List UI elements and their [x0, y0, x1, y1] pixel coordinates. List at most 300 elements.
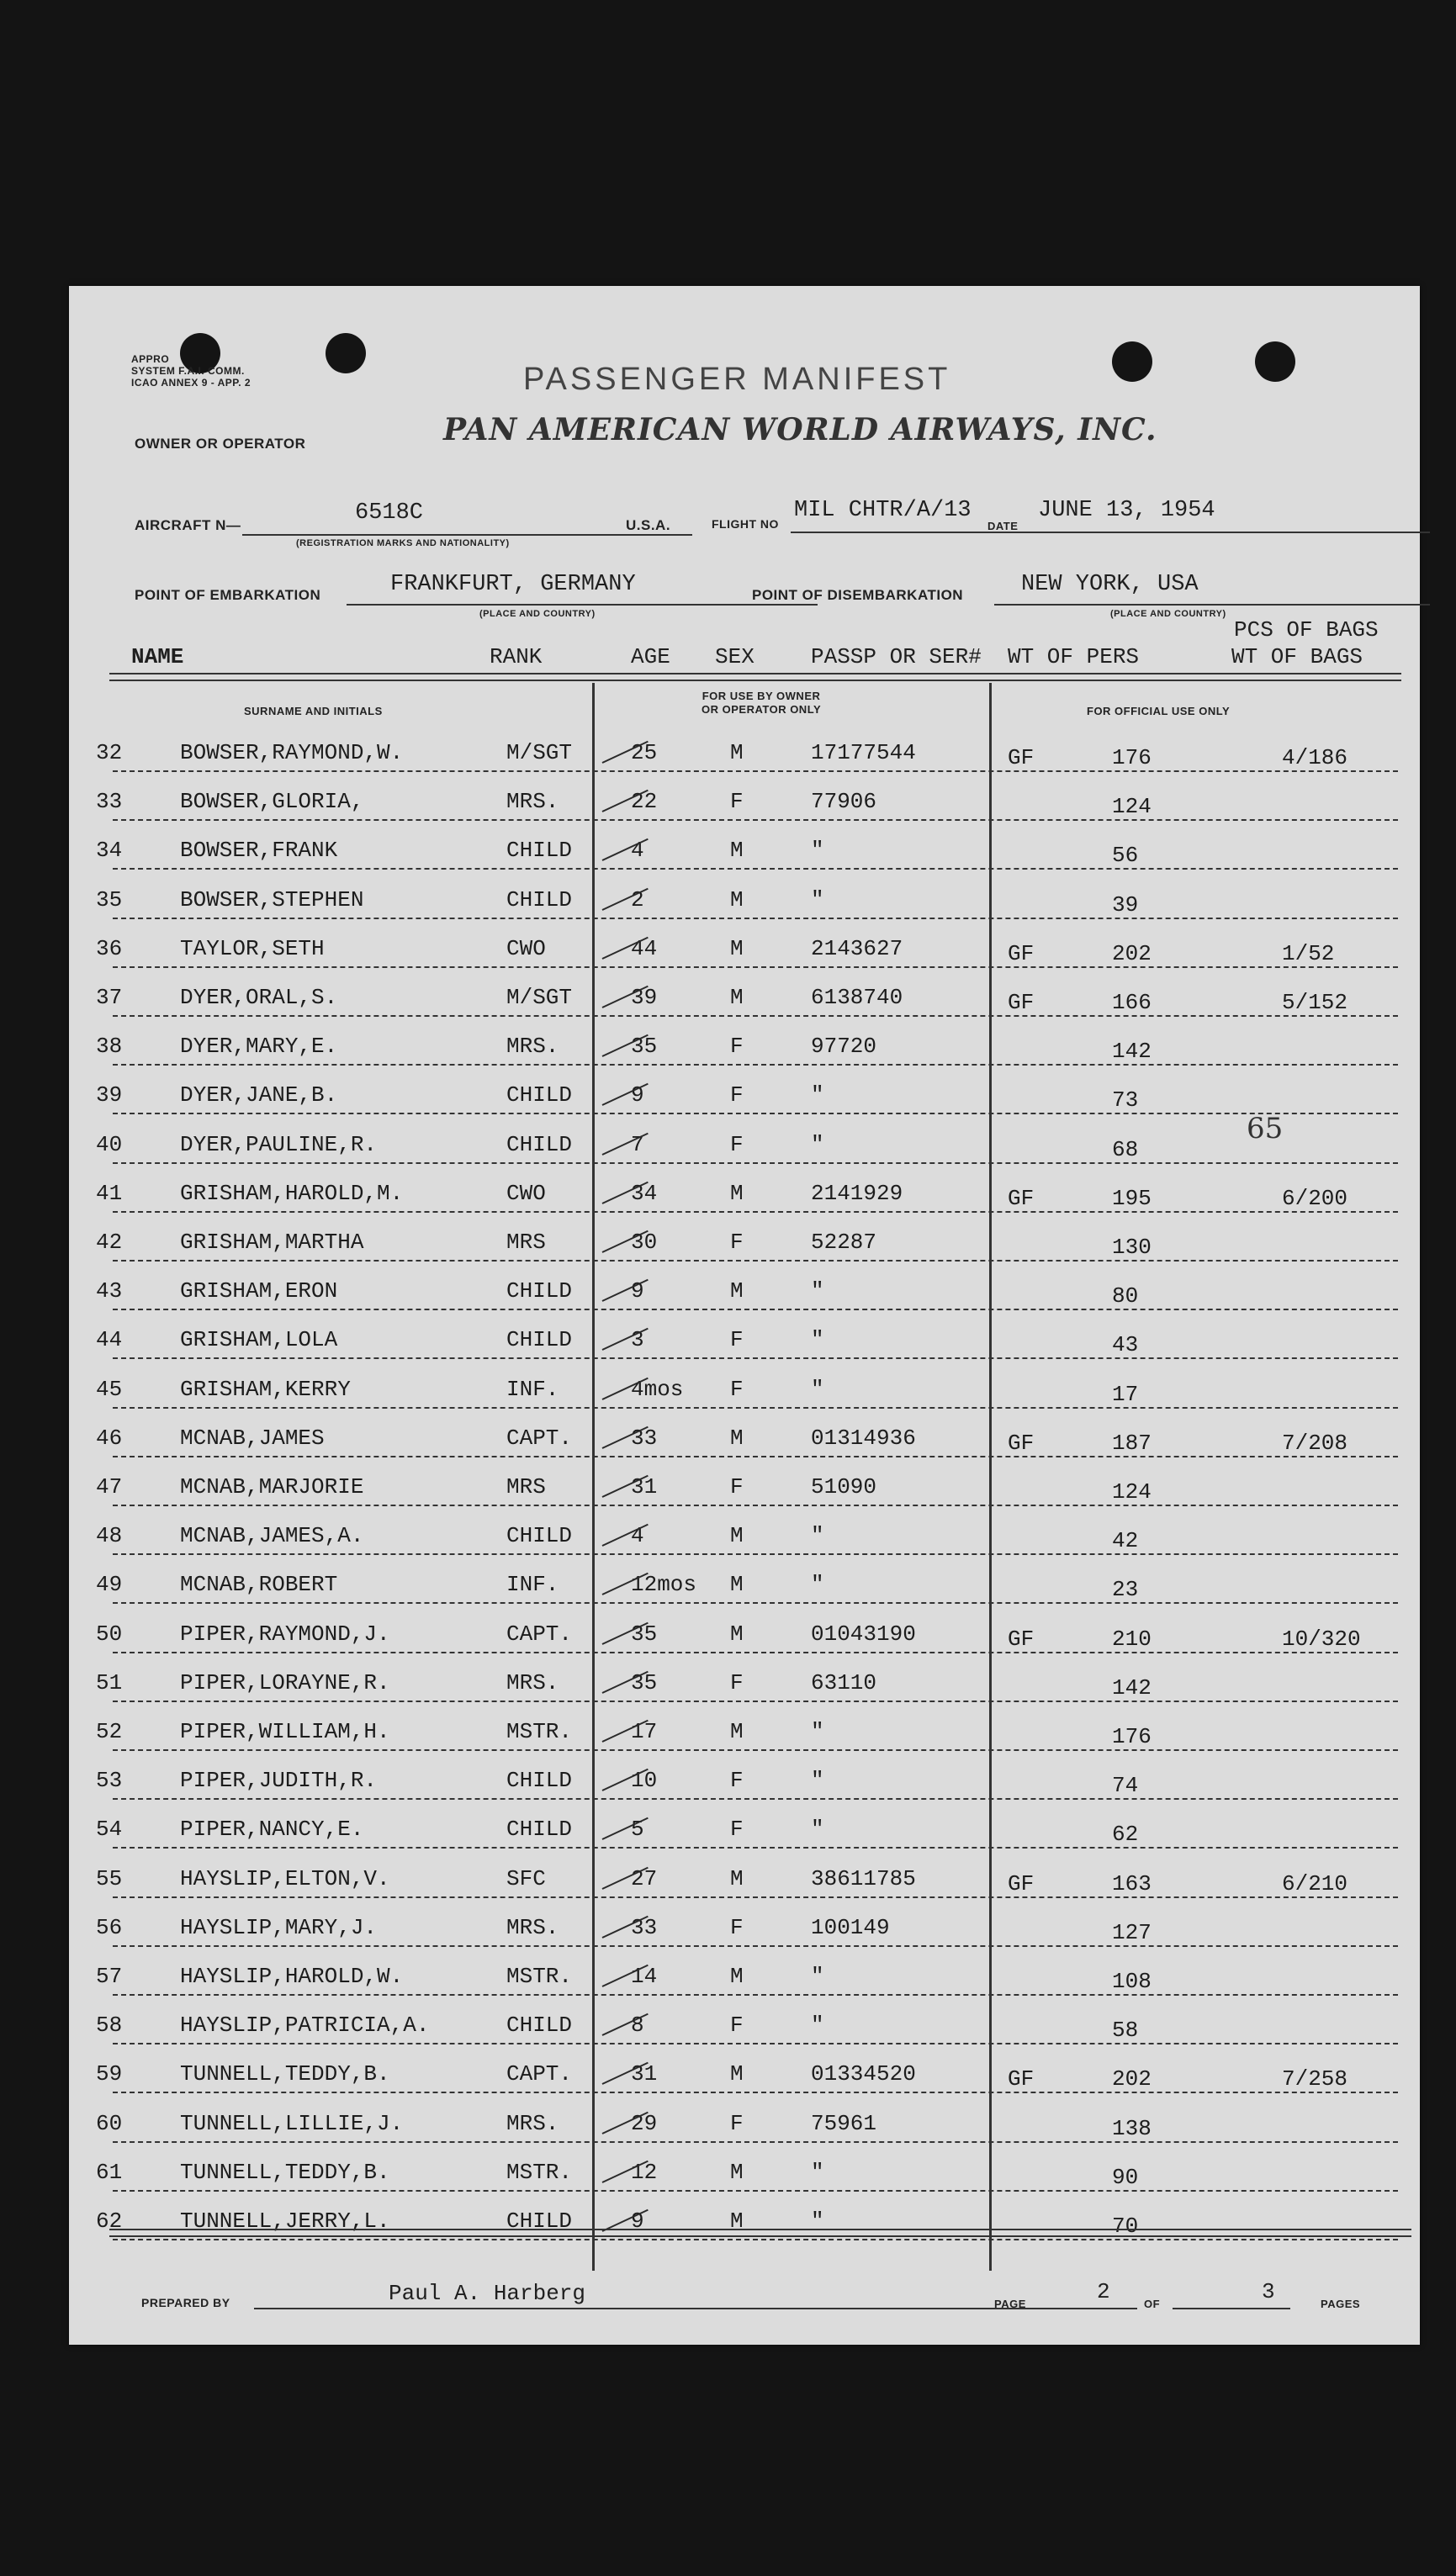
- passenger-sex: M: [730, 1621, 744, 1647]
- row-rule: [113, 1260, 1398, 1262]
- row-number: 41: [96, 1180, 123, 1206]
- owner-use-caption: FOR USE BY OWNER OR OPERATOR ONLY: [702, 690, 822, 716]
- passport-number: ": [811, 1082, 824, 1108]
- row-rule: [113, 1357, 1398, 1359]
- row-number: 39: [96, 1082, 123, 1108]
- passport-number: 2141929: [811, 1180, 903, 1206]
- passenger-name: TUNNELL,TEDDY,B.: [180, 2061, 390, 2087]
- person-weight: 138: [1112, 2115, 1152, 2141]
- col-rank: RANK: [490, 644, 543, 669]
- passport-number: ": [811, 1817, 824, 1843]
- owner-label: OWNER OR OPERATOR: [135, 436, 306, 452]
- passport-number: ": [811, 1523, 824, 1549]
- passenger-age: 12mos: [631, 1572, 697, 1598]
- passport-number: ": [811, 1719, 824, 1744]
- date-value: JUNE 13, 1954: [1038, 498, 1215, 523]
- row-rule: [113, 2043, 1398, 2044]
- passenger-name: HAYSLIP,PATRICIA,A.: [180, 2013, 430, 2039]
- flight-label: FLIGHT NO: [712, 517, 779, 531]
- passenger-age: 31: [631, 1474, 658, 1500]
- page-line: [1036, 2308, 1137, 2309]
- person-weight: 166: [1112, 990, 1152, 1015]
- gf-mark: GF: [1008, 2066, 1035, 2092]
- row-number: 57: [96, 1964, 123, 1989]
- passenger-sex: M: [730, 1523, 744, 1549]
- approval-note: APPRO SYSTEM F.A.I. COMM. ICAO ANNEX 9 - APP. 2: [131, 353, 251, 389]
- passenger-name: BOWSER,RAYMOND,W.: [180, 740, 404, 765]
- gf-mark: GF: [1008, 1185, 1035, 1211]
- aircraft-value: 6518C: [355, 500, 424, 526]
- passenger-sex: F: [730, 1131, 744, 1157]
- passenger-name: TUNNELL,LILLIE,J.: [180, 2110, 404, 2136]
- page-number: 2: [1097, 2279, 1110, 2304]
- row-rule: [113, 1162, 1398, 1164]
- passenger-name: HAYSLIP,ELTON,V.: [180, 1865, 390, 1891]
- passenger-sex: F: [730, 1327, 744, 1353]
- passenger-name: TAYLOR,SETH: [180, 935, 325, 961]
- passport-number: ": [811, 1131, 824, 1157]
- passenger-rank: CHILD: [506, 2208, 573, 2234]
- passenger-sex: M: [730, 1719, 744, 1744]
- passenger-sex: F: [730, 1669, 744, 1695]
- passenger-rank: CHILD: [506, 2013, 573, 2039]
- passenger-age: 33: [631, 1425, 658, 1451]
- column-divider-left: [592, 683, 595, 2271]
- person-weight: 202: [1112, 940, 1152, 966]
- prepared-value: Paul A. Harberg: [389, 2281, 586, 2306]
- disembark-label: POINT OF DISEMBARKATION: [752, 587, 964, 603]
- person-weight: 142: [1112, 1039, 1152, 1065]
- header-rule: [109, 673, 1401, 681]
- passenger-rank: MRS: [506, 1230, 546, 1255]
- passenger-name: GRISHAM,MARTHA: [180, 1230, 364, 1255]
- person-weight: 210: [1112, 1626, 1152, 1652]
- passenger-age: 7: [631, 1131, 644, 1157]
- person-weight: 108: [1112, 1969, 1152, 1994]
- passenger-name: GRISHAM,KERRY: [180, 1376, 351, 1402]
- row-rule: [113, 2239, 1398, 2240]
- passenger-sex: M: [730, 2159, 744, 2185]
- passenger-name: PIPER,JUDITH,R.: [180, 1768, 378, 1794]
- passenger-rank: INF.: [506, 1376, 559, 1402]
- passenger-rank: CHILD: [506, 838, 573, 864]
- passport-number: ": [811, 1572, 824, 1598]
- row-number: 53: [96, 1768, 123, 1794]
- person-weight: 163: [1112, 1870, 1152, 1896]
- person-weight: 195: [1112, 1185, 1152, 1211]
- person-weight: 39: [1112, 891, 1139, 918]
- bag-count-weight: 6/200: [1282, 1185, 1348, 1211]
- passenger-age: 30: [631, 1230, 658, 1255]
- person-weight: 62: [1112, 1822, 1139, 1848]
- passenger-rank: INF.: [506, 1572, 559, 1598]
- gf-mark: GF: [1008, 1430, 1035, 1456]
- passenger-age: 17: [631, 1719, 658, 1744]
- person-weight: 43: [1112, 1332, 1139, 1358]
- passport-number: 01334520: [811, 2061, 916, 2087]
- row-number: 61: [96, 2159, 123, 2185]
- handwritten-note: 65: [1247, 1112, 1284, 1145]
- passenger-rank: CHILD: [506, 1523, 573, 1549]
- passenger-rank: MSTR.: [506, 1719, 573, 1744]
- passenger-sex: M: [730, 886, 744, 912]
- row-rule: [113, 1652, 1398, 1653]
- official-use-caption: FOR OFFICIAL USE ONLY: [1087, 705, 1231, 717]
- passenger-sex: F: [730, 1082, 744, 1108]
- row-rule: [113, 1798, 1398, 1800]
- row-number: 47: [96, 1474, 123, 1500]
- person-weight: 202: [1112, 2066, 1152, 2092]
- passport-number: 2143627: [811, 935, 903, 961]
- bag-count-weight: 1/52: [1282, 940, 1335, 966]
- passenger-name: HAYSLIP,HAROLD,W.: [180, 1964, 404, 1989]
- person-weight: 127: [1112, 1919, 1152, 1945]
- row-number: 38: [96, 1034, 123, 1060]
- row-number: 37: [96, 985, 123, 1010]
- row-number: 36: [96, 935, 123, 961]
- person-weight: 130: [1112, 1235, 1152, 1260]
- passenger-age: 5: [631, 1817, 644, 1843]
- row-number: 32: [96, 740, 123, 765]
- passenger-age: 35: [631, 1669, 658, 1695]
- passport-number: ": [811, 1376, 824, 1402]
- row-rule: [113, 2141, 1398, 2143]
- row-rule: [113, 966, 1398, 968]
- row-number: 35: [96, 886, 123, 912]
- passport-number: ": [811, 838, 824, 864]
- embark-caption: (PLACE AND COUNTRY): [479, 609, 596, 619]
- passport-number: ": [811, 1278, 824, 1304]
- usa-label: U.S.A.: [626, 517, 671, 533]
- passenger-age: 4: [631, 1523, 644, 1549]
- of-label: OF: [1144, 2298, 1161, 2310]
- row-number: 42: [96, 1230, 123, 1255]
- passenger-name: DYER,JANE,B.: [180, 1082, 338, 1108]
- passenger-rank: MSTR.: [506, 1964, 573, 1989]
- passenger-rank: CHILD: [506, 1817, 573, 1843]
- passport-number: 77906: [811, 789, 877, 815]
- prepared-label: PREPARED BY: [141, 2296, 230, 2309]
- passenger-sex: F: [730, 789, 744, 815]
- passport-number: 01043190: [811, 1621, 916, 1647]
- passenger-rank: CAPT.: [506, 1425, 573, 1451]
- passenger-name: TUNNELL,JERRY,L.: [180, 2208, 390, 2234]
- aircraft-line: [242, 534, 692, 536]
- passport-number: 17177544: [811, 740, 916, 765]
- person-weight: 80: [1112, 1283, 1139, 1309]
- bag-count-weight: 7/208: [1282, 1430, 1348, 1456]
- gf-mark: GF: [1008, 745, 1035, 770]
- passenger-rank: MSTR.: [506, 2159, 573, 2185]
- passport-number: ": [811, 2208, 824, 2234]
- row-number: 62: [96, 2208, 123, 2234]
- passenger-age: 44: [631, 935, 658, 961]
- person-weight: 73: [1112, 1087, 1139, 1113]
- passenger-rank: CWO: [506, 935, 546, 961]
- passenger-sex: F: [730, 2013, 744, 2039]
- row-rule: [113, 918, 1398, 919]
- passenger-sex: F: [730, 1376, 744, 1402]
- row-rule: [113, 2190, 1398, 2192]
- passenger-name: DYER,ORAL,S.: [180, 985, 338, 1010]
- row-rule: [113, 1015, 1398, 1017]
- passenger-sex: F: [730, 1230, 744, 1255]
- row-rule: [113, 1505, 1398, 1506]
- passenger-age: 29: [631, 2110, 658, 2136]
- gf-mark: GF: [1008, 1870, 1035, 1896]
- row-number: 59: [96, 2061, 123, 2087]
- row-rule: [113, 819, 1398, 821]
- person-weight: 142: [1112, 1674, 1152, 1701]
- col-passp: PASSP OR SER#: [811, 644, 982, 669]
- passenger-sex: F: [730, 1768, 744, 1794]
- passenger-name: MCNAB,ROBERT: [180, 1572, 338, 1598]
- passenger-rank: MRS.: [506, 1669, 559, 1695]
- row-number: 43: [96, 1278, 123, 1304]
- row-rule: [113, 1701, 1398, 1702]
- passport-number: ": [811, 886, 824, 912]
- passenger-sex: M: [730, 740, 744, 765]
- embark-line: [347, 604, 818, 606]
- passport-number: 01314936: [811, 1425, 916, 1451]
- col-wt-pers: WT OF PERS: [1008, 644, 1140, 669]
- col-name: NAME: [131, 644, 184, 669]
- row-number: 44: [96, 1327, 123, 1353]
- col-pcs-bags: PCS OF BAGS: [1234, 617, 1379, 643]
- passenger-rank: MRS.: [506, 1914, 559, 1940]
- disembark-value: NEW YORK, USA: [1021, 572, 1199, 597]
- row-rule: [113, 1847, 1398, 1849]
- disembark-caption: (PLACE AND COUNTRY): [1110, 609, 1226, 619]
- passenger-name: BOWSER,STEPHEN: [180, 886, 364, 912]
- passenger-rank: CHILD: [506, 886, 573, 912]
- disembark-line: [994, 604, 1430, 606]
- passenger-name: DYER,PAULINE,R.: [180, 1131, 378, 1157]
- passenger-age: 8: [631, 2013, 644, 2039]
- registration-caption: (REGISTRATION MARKS AND NATIONALITY): [296, 538, 510, 548]
- passenger-sex: M: [730, 1865, 744, 1891]
- passenger-sex: F: [730, 1474, 744, 1500]
- operator-name: PAN AMERICAN WORLD AIRWAYS, INC.: [443, 412, 1157, 447]
- passenger-rank: M/SGT: [506, 985, 573, 1010]
- flight-value: MIL CHTR/A/13: [794, 498, 972, 523]
- passport-number: 97720: [811, 1034, 877, 1060]
- passenger-age: 9: [631, 1082, 644, 1108]
- person-weight: 74: [1112, 1773, 1139, 1799]
- passenger-sex: M: [730, 2061, 744, 2087]
- passenger-sex: M: [730, 2208, 744, 2234]
- passenger-sex: F: [730, 1817, 744, 1843]
- passenger-age: 2: [631, 886, 644, 912]
- row-rule: [113, 1064, 1398, 1066]
- passenger-sex: F: [730, 1034, 744, 1060]
- row-rule: [113, 1994, 1398, 1996]
- row-number: 45: [96, 1376, 123, 1402]
- passenger-rank: CWO: [506, 1180, 546, 1206]
- passenger-sex: M: [730, 1572, 744, 1598]
- row-number: 34: [96, 838, 123, 864]
- row-rule: [113, 1113, 1398, 1114]
- passenger-age: 31: [631, 2061, 658, 2087]
- prepared-line: [254, 2308, 1062, 2309]
- passenger-age: 25: [631, 740, 658, 765]
- passport-number: 6138740: [811, 985, 903, 1010]
- passenger-age: 14: [631, 1964, 658, 1989]
- passenger-rank: CAPT.: [506, 1621, 573, 1647]
- person-weight: 70: [1112, 2214, 1139, 2239]
- row-number: 56: [96, 1914, 123, 1940]
- row-rule: [113, 1896, 1398, 1898]
- passport-number: 52287: [811, 1230, 877, 1255]
- person-weight: 124: [1112, 1479, 1152, 1505]
- punch-hole: [1112, 341, 1152, 382]
- row-number: 51: [96, 1669, 123, 1695]
- passenger-age: 9: [631, 2208, 644, 2234]
- passport-number: 63110: [811, 1669, 877, 1695]
- passenger-age: 35: [631, 1034, 658, 1060]
- passenger-age: 9: [631, 1278, 644, 1304]
- row-rule: [113, 1407, 1398, 1409]
- passenger-name: GRISHAM,HAROLD,M.: [180, 1180, 404, 1206]
- passport-number: ": [811, 2159, 824, 2185]
- passenger-name: TUNNELL,TEDDY,B.: [180, 2159, 390, 2185]
- punch-hole: [326, 333, 366, 373]
- passenger-name: PIPER,LORAYNE,R.: [180, 1669, 390, 1695]
- page-label: PAGE: [994, 2298, 1026, 2310]
- passenger-name: MCNAB,MARJORIE: [180, 1474, 364, 1500]
- person-weight: 187: [1112, 1430, 1152, 1456]
- passenger-name: MCNAB,JAMES: [180, 1425, 325, 1451]
- row-number: 58: [96, 2013, 123, 2039]
- passenger-sex: M: [730, 985, 744, 1010]
- passenger-age: 27: [631, 1865, 658, 1891]
- passport-number: ": [811, 1768, 824, 1794]
- column-divider-right: [989, 683, 992, 2271]
- gf-mark: GF: [1008, 940, 1035, 966]
- row-number: 40: [96, 1131, 123, 1157]
- row-number: 55: [96, 1865, 123, 1891]
- person-weight: 124: [1112, 794, 1152, 820]
- passenger-age: 33: [631, 1914, 658, 1940]
- passport-number: ": [811, 1964, 824, 1989]
- passenger-sex: M: [730, 1278, 744, 1304]
- passenger-rank: M/SGT: [506, 740, 573, 765]
- passenger-rank: MRS.: [506, 789, 559, 815]
- col-sex: SEX: [715, 644, 754, 669]
- manifest-sheet: [69, 286, 1420, 2345]
- person-weight: 58: [1112, 2018, 1139, 2044]
- passenger-rank: CAPT.: [506, 2061, 573, 2087]
- row-rule: [113, 770, 1398, 772]
- passenger-rank: MRS.: [506, 1034, 559, 1060]
- passenger-age: 22: [631, 789, 658, 815]
- passenger-rank: CHILD: [506, 1131, 573, 1157]
- row-rule: [113, 1553, 1398, 1555]
- col-wt-bags: WT OF BAGS: [1231, 644, 1363, 669]
- passenger-rank: MRS.: [506, 2110, 559, 2136]
- passenger-name: DYER,MARY,E.: [180, 1034, 338, 1060]
- passenger-sex: F: [730, 2110, 744, 2136]
- passenger-rank: CHILD: [506, 1278, 573, 1304]
- col-age: AGE: [631, 644, 670, 669]
- pages-label: PAGES: [1321, 2298, 1361, 2310]
- person-weight: 176: [1112, 1724, 1152, 1749]
- person-weight: 56: [1112, 843, 1139, 869]
- passport-number: 75961: [811, 2110, 877, 2136]
- passenger-age: 3: [631, 1327, 644, 1353]
- person-weight: 68: [1112, 1136, 1139, 1162]
- row-rule: [113, 1309, 1398, 1310]
- row-number: 52: [96, 1719, 123, 1744]
- passenger-sex: F: [730, 1914, 744, 1940]
- passenger-age: 34: [631, 1180, 658, 1206]
- passenger-age: 39: [631, 985, 658, 1010]
- passenger-name: PIPER,RAYMOND,J.: [180, 1621, 390, 1647]
- row-rule: [113, 2092, 1398, 2093]
- bag-count-weight: 7/258: [1282, 2066, 1348, 2092]
- passenger-rank: SFC: [506, 1865, 546, 1891]
- date-label: DATE: [987, 520, 1019, 532]
- person-weight: 23: [1112, 1577, 1139, 1603]
- row-rule: [113, 868, 1398, 870]
- passenger-name: GRISHAM,ERON: [180, 1278, 338, 1304]
- surname-caption: SURNAME AND INITIALS: [244, 705, 383, 717]
- passport-number: ": [811, 2013, 824, 2039]
- row-number: 60: [96, 2110, 123, 2136]
- passenger-age: 35: [631, 1621, 658, 1647]
- person-weight: 176: [1112, 745, 1152, 770]
- row-rule: [113, 1749, 1398, 1751]
- flight-line: [791, 532, 1430, 533]
- passenger-name: BOWSER,FRANK: [180, 838, 338, 864]
- row-number: 33: [96, 789, 123, 815]
- row-number: 50: [96, 1621, 123, 1647]
- passenger-name: PIPER,NANCY,E.: [180, 1817, 364, 1843]
- person-weight: 17: [1112, 1381, 1139, 1407]
- passenger-age: 10: [631, 1768, 658, 1794]
- row-rule: [113, 1456, 1398, 1457]
- bag-count-weight: 5/152: [1282, 990, 1348, 1015]
- row-rule: [113, 1945, 1398, 1947]
- row-number: 49: [96, 1572, 123, 1598]
- embark-label: POINT OF EMBARKATION: [135, 587, 321, 603]
- passenger-rank: CHILD: [506, 1327, 573, 1353]
- passport-number: 100149: [811, 1914, 890, 1940]
- passenger-name: PIPER,WILLIAM,H.: [180, 1719, 390, 1744]
- row-rule: [113, 1602, 1398, 1604]
- bag-count-weight: 6/210: [1282, 1870, 1348, 1896]
- row-number: 48: [96, 1523, 123, 1549]
- gf-mark: GF: [1008, 1626, 1035, 1652]
- passenger-sex: M: [730, 935, 744, 961]
- passenger-sex: M: [730, 1425, 744, 1451]
- passenger-name: GRISHAM,LOLA: [180, 1327, 338, 1353]
- aircraft-label: AIRCRAFT N—: [135, 517, 241, 533]
- passenger-sex: M: [730, 1964, 744, 1989]
- table-bottom-rule: [109, 2229, 1411, 2237]
- passenger-age: 4: [631, 838, 644, 864]
- passenger-name: MCNAB,JAMES,A.: [180, 1523, 364, 1549]
- passport-number: 51090: [811, 1474, 877, 1500]
- row-rule: [113, 1211, 1398, 1213]
- gf-mark: GF: [1008, 990, 1035, 1015]
- passenger-rank: CHILD: [506, 1082, 573, 1108]
- punch-hole: [1255, 341, 1295, 382]
- page-title: PASSENGER MANIFEST: [523, 362, 951, 397]
- passenger-rank: MRS: [506, 1474, 546, 1500]
- bag-count-weight: 10/320: [1282, 1626, 1361, 1652]
- passenger-age: 12: [631, 2159, 658, 2185]
